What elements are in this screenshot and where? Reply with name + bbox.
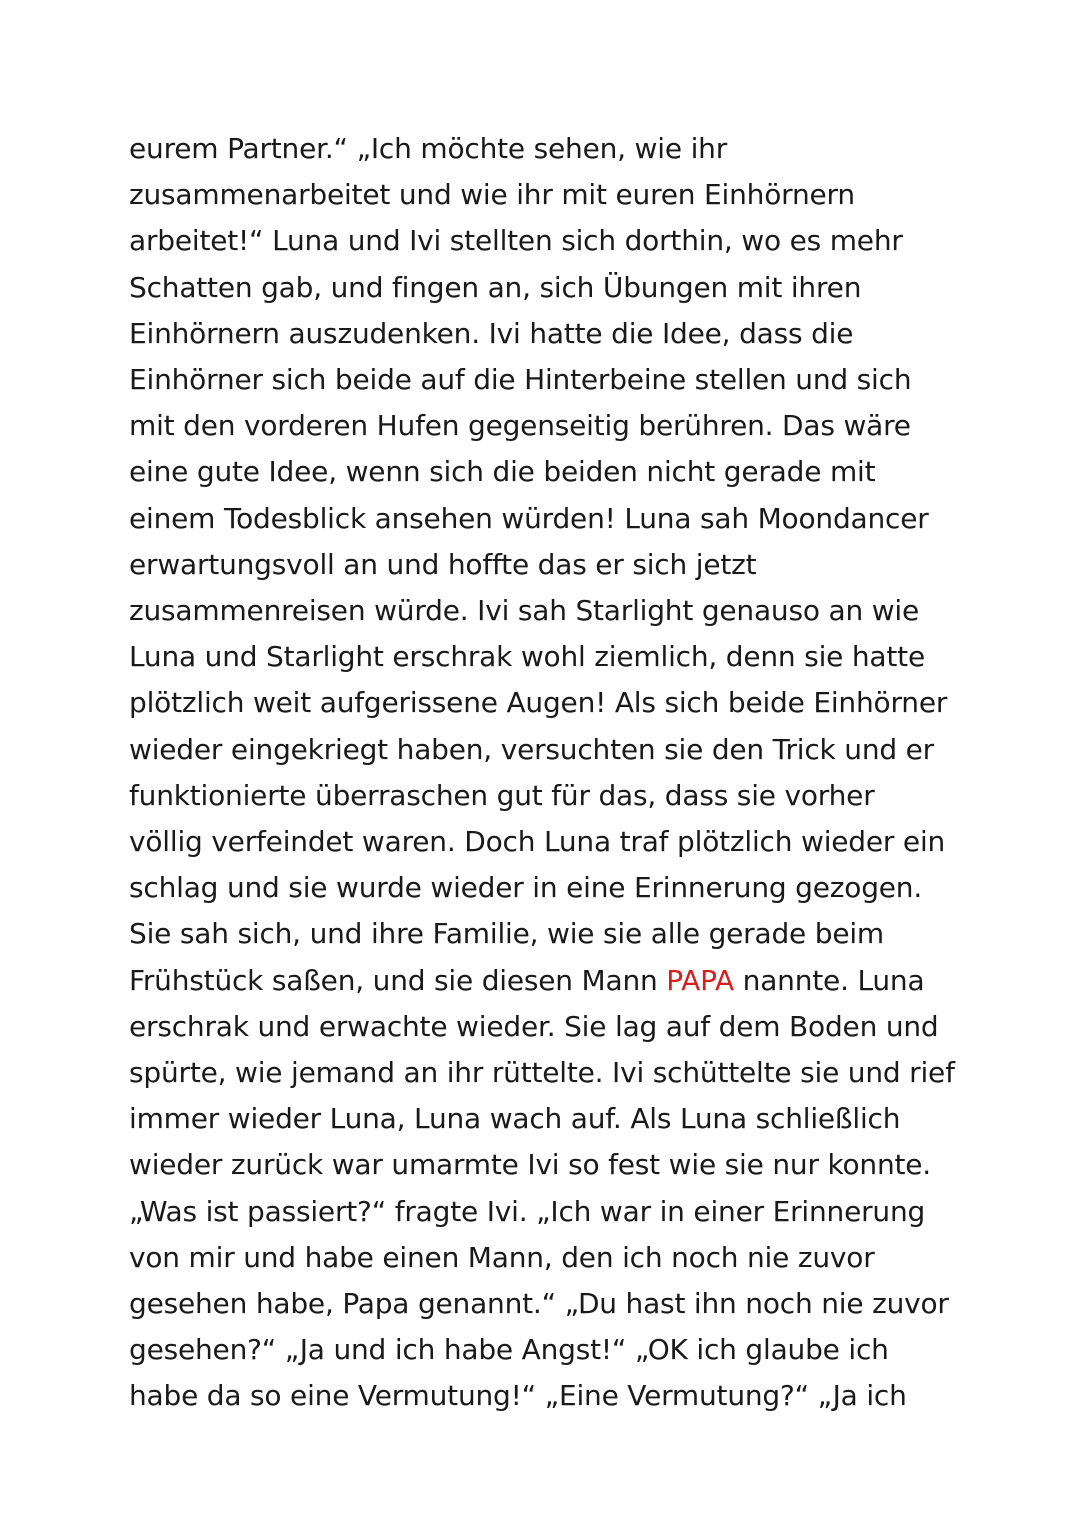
text-line: wieder eingekriegt haben, versuchten sie den Trick und er xyxy=(129,732,934,766)
text-line: erwartungsvoll an und hoffte das er sich jetzt xyxy=(129,547,757,581)
text-segment: Frühstück saßen, und sie diesen Mann xyxy=(129,963,667,997)
text-line: „Was ist passiert?“ fragte Ivi. „Ich war in einer Erinnerung xyxy=(129,1194,926,1228)
text-line: gesehen?“ „Ja und ich habe Angst!“ „OK ich glaube ich xyxy=(129,1333,889,1367)
text-line: gesehen habe, Papa genannt.“ „Du hast ihn noch nie zuvor xyxy=(129,1287,949,1321)
text-line: Schatten gab, und fingen an, sich Übungen mit ihren xyxy=(129,270,862,304)
text-line: erschrak und erwachte wieder. Sie lag auf dem Boden und xyxy=(129,1009,939,1043)
text-line: zusammenreisen würde. Ivi sah Starlight genauso an wie xyxy=(129,594,920,628)
text-line: eine gute Idee, wenn sich die beiden nicht gerade mit xyxy=(129,455,876,489)
story-text xyxy=(129,126,1029,1420)
text-line: plötzlich weit aufgerissene Augen! Als sich beide Einhörner xyxy=(129,686,948,720)
text-line: schlag und sie wurde wieder in eine Erinnerung gezogen. xyxy=(129,871,923,905)
text-line: mit den vorderen Hufen gegenseitig berühren. Das wäre xyxy=(129,409,911,443)
text-line: Luna und Starlight erschrak wohl ziemlich, denn sie hatte xyxy=(129,640,925,674)
text-line: immer wieder Luna, Luna wach auf. Als Luna schließlich xyxy=(129,1102,901,1136)
highlighted-word-papa: PAPA xyxy=(666,963,734,997)
text-line: einem Todesblick ansehen würden! Luna sah Moondancer xyxy=(129,501,929,535)
text-line: Einhörner sich beide auf die Hinterbeine stellen und sich xyxy=(129,363,912,397)
text-line: von mir und habe einen Mann, den ich noch nie zuvor xyxy=(129,1240,875,1274)
text-line: spürte, wie jemand an ihr rüttelte. Ivi schüttelte sie und rief xyxy=(129,1056,955,1090)
text-line: funktionierte überraschen gut für das, dass sie vorher xyxy=(129,778,875,812)
text-line: zusammenarbeitet und wie ihr mit euren Einhörnern xyxy=(129,178,855,212)
text-segment: nannte. Luna xyxy=(733,963,925,997)
text-line: arbeitet!“ Luna und Ivi stellten sich dorthin, wo es mehr xyxy=(129,224,903,258)
text-line: Einhörnern auszudenken. Ivi hatte die Idee, dass die xyxy=(129,316,854,350)
text-line: habe da so eine Vermutung!“ „Eine Vermutung?“ „Ja ich xyxy=(129,1379,907,1413)
text-line: völlig verfeindet waren. Doch Luna traf plötzlich wieder ein xyxy=(129,825,946,859)
text-line: eurem Partner.“ „Ich möchte sehen, wie ihr xyxy=(129,132,728,165)
text-line: wieder zurück war umarmte Ivi so fest wie sie nur konnte. xyxy=(129,1148,932,1182)
text-line-with-highlight xyxy=(129,958,1029,1004)
text-line: Sie sah sich, und ihre Familie, wie sie alle gerade beim xyxy=(129,917,884,951)
